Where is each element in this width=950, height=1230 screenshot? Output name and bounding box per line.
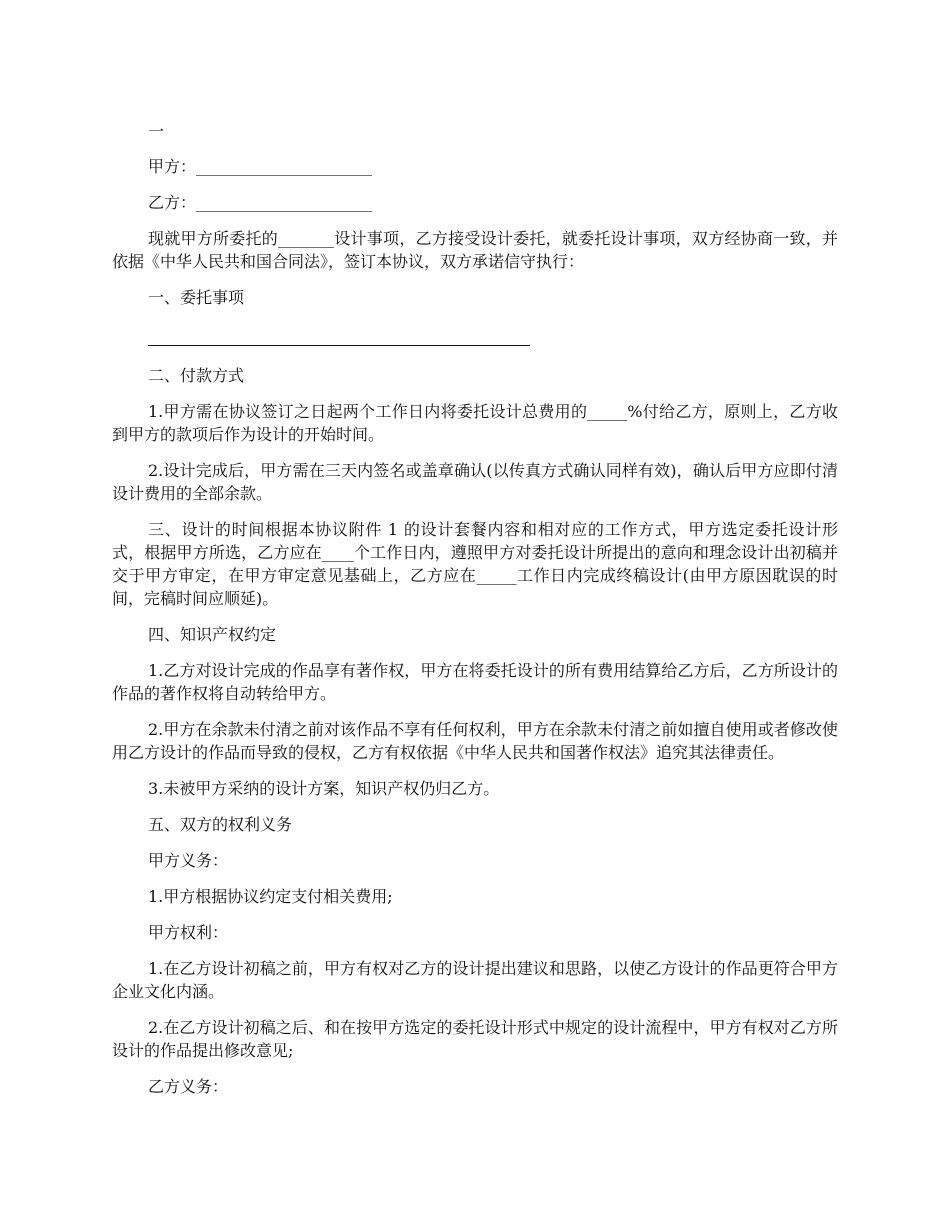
section-heading-ip: 四、知识产权约定 xyxy=(148,625,277,644)
party-a-rights-heading: 甲方权利： xyxy=(148,923,229,942)
document-page xyxy=(112,120,838,1111)
dash-line: 一 xyxy=(148,122,165,141)
party-a-obligation-1: 1.甲方根据协议约定支付相关费用; xyxy=(148,887,393,906)
section-design-time: 三、设计的时间根据本协议附件 1 的设计套餐内容和相对应的工作方式，甲方选定委托设计形式，根据甲方所选，乙方应在____个工作日内，遵照甲方对委托设计所提出的意向和理念设计出初稿并交于甲方审定，在甲方审定意见基础上，乙方应在_____工作日内完成终稿设计(由甲方原因耽误的时间，完稿时间应顺延)。 xyxy=(112,520,838,608)
party-a-obligations-heading: 甲方义务： xyxy=(148,851,229,870)
payment-clause-2: 2.设计完成后，甲方需在三天内签名或盖章确认(以传真方式确认同样有效)，确认后甲方应即付清设计费用的全部余款。 xyxy=(112,461,838,503)
party-a-right-2: 2.在乙方设计初稿之后、和在按甲方选定的委托设计形式中规定的设计流程中，甲方有权对乙方所设计的作品提出修改意见; xyxy=(112,1018,838,1060)
ip-clause-1: 1.乙方对设计完成的作品享有著作权，甲方在将委托设计的所有费用结算给乙方后，乙方所设计的作品的著作权将自动转给甲方。 xyxy=(112,661,838,703)
fill-in-blank-line xyxy=(148,322,530,346)
section-heading-entrusted-matters: 一、委托事项 xyxy=(148,288,245,307)
party-a-line: 甲方：______________________ xyxy=(148,157,373,176)
preamble-paragraph: 现就甲方所委托的_______设计事项，乙方接受设计委托，就委托设计事项，双方经协商一致，并依据《中华人民共和国合同法》，签订本协议，双方承诺信守执行： xyxy=(112,229,838,271)
section-heading-payment: 二、付款方式 xyxy=(148,366,245,385)
ip-clause-2: 2.甲方在余款未付清之前对该作品不享有任何权利，甲方在余款未付清之前如擅自使用或者修改使用乙方设计的作品而导致的侵权，乙方有权依据《中华人民共和国著作权法》追究其法律责任。 xyxy=(112,720,838,762)
party-b-line: 乙方：______________________ xyxy=(148,193,373,212)
payment-clause-1: 1.甲方需在协议签订之日起两个工作日内将委托设计总费用的_____%付给乙方，原则上，乙方收到甲方的款项后作为设计的开始时间。 xyxy=(112,402,838,444)
section-heading-rights-obligations: 五、双方的权利义务 xyxy=(148,815,293,834)
ip-clause-3: 3.未被甲方采纳的设计方案，知识产权仍归乙方。 xyxy=(148,779,500,798)
party-b-obligations-heading: 乙方义务： xyxy=(148,1077,229,1096)
party-a-right-1: 1.在乙方设计初稿之前，甲方有权对乙方的设计提出建议和思路，以使乙方设计的作品更符合甲方企业文化内涵。 xyxy=(112,959,838,1001)
